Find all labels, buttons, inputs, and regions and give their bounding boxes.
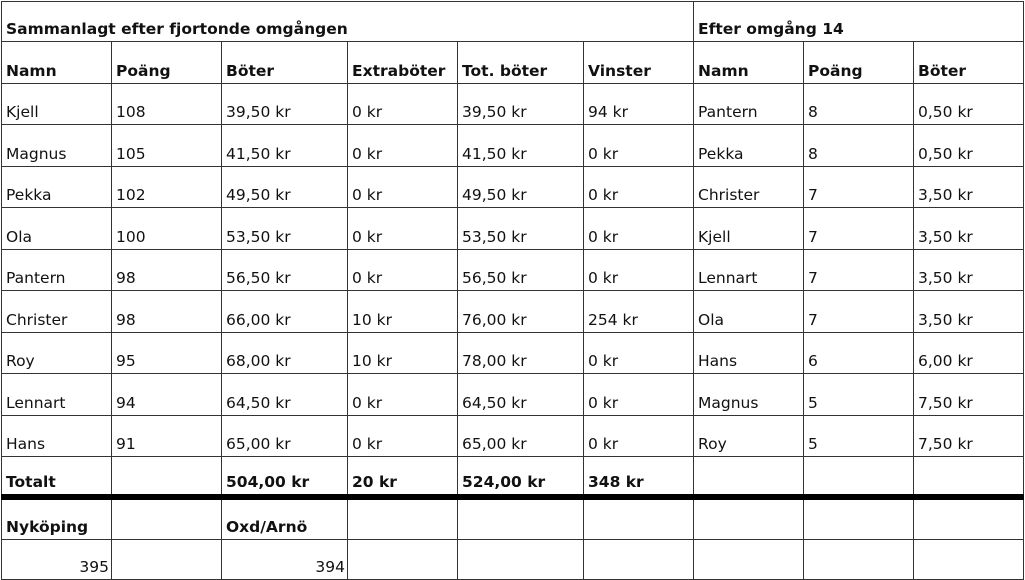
overall-cell-namn[interactable]: Ola [2,208,112,250]
round-cell-boter[interactable]: 3,50 kr [914,249,1024,291]
team-score-oxd-arno[interactable]: 394 [222,540,348,580]
totals-cell-vinster[interactable]: 348 kr [584,457,694,498]
overall-cell-tot-boter[interactable]: 64,50 kr [458,374,584,416]
team-scores-row [2,540,1024,580]
header-row [2,42,1024,84]
round-cell-boter[interactable]: 3,50 kr [914,166,1024,208]
score-table [1,1,1024,580]
overall-title[interactable]: Sammanlagt efter fjortonde omgången [2,2,694,42]
table-row [2,374,1024,416]
table-row [2,83,1024,125]
empty-cell[interactable] [348,497,458,540]
round-header-boter[interactable]: Böter [914,42,1024,84]
overall-cell-namn[interactable]: Pekka [2,166,112,208]
round-cell-namn[interactable]: Hans [694,332,804,374]
overall-cell-poang[interactable]: 108 [112,83,222,125]
overall-cell-poang[interactable]: 95 [112,332,222,374]
overall-cell-vinster[interactable]: 0 kr [584,332,694,374]
overall-cell-boter[interactable]: 49,50 kr [222,166,348,208]
totals-row [2,457,1024,498]
overall-cell-poang[interactable]: 98 [112,291,222,333]
empty-cell[interactable] [914,540,1024,580]
round-cell-boter[interactable]: 3,50 kr [914,291,1024,333]
overall-cell-namn[interactable]: Hans [2,415,112,457]
round-cell-poang[interactable]: 8 [804,83,914,125]
overall-cell-vinster[interactable]: 0 kr [584,249,694,291]
overall-cell-poang[interactable]: 91 [112,415,222,457]
round-cell-boter[interactable]: 6,00 kr [914,332,1024,374]
round-cell-poang[interactable]: 5 [804,415,914,457]
totals-cell-namn[interactable]: Totalt [2,457,112,498]
overall-header-namn[interactable]: Namn [2,42,112,84]
round-title[interactable]: Efter omgång 14 [694,2,1024,42]
overall-cell-vinster[interactable]: 0 kr [584,374,694,416]
overall-cell-extraboter[interactable]: 0 kr [348,415,458,457]
empty-cell[interactable] [914,497,1024,540]
table-row [2,332,1024,374]
round-cell-namn[interactable]: Ola [694,291,804,333]
totals-cell-boter[interactable]: 504,00 kr [222,457,348,498]
overall-cell-vinster[interactable]: 254 kr [584,291,694,333]
overall-cell-namn[interactable]: Lennart [2,374,112,416]
table-row [2,249,1024,291]
overall-cell-poang[interactable]: 100 [112,208,222,250]
round-cell-boter[interactable]: 0,50 kr [914,83,1024,125]
overall-cell-boter[interactable]: 64,50 kr [222,374,348,416]
empty-cell[interactable] [348,540,458,580]
overall-cell-boter[interactable]: 39,50 kr [222,83,348,125]
round-cell-poang[interactable]: 8 [804,125,914,167]
round-cell-namn[interactable]: Magnus [694,374,804,416]
empty-cell[interactable] [584,497,694,540]
round-cell-namn[interactable]: Lennart [694,249,804,291]
overall-cell-vinster[interactable]: 0 kr [584,415,694,457]
empty-cell[interactable] [694,497,804,540]
overall-cell-extraboter[interactable]: 0 kr [348,125,458,167]
overall-header-boter[interactable]: Böter [222,42,348,84]
overall-cell-namn[interactable]: Christer [2,291,112,333]
empty-cell[interactable] [694,457,804,498]
overall-cell-vinster[interactable]: 0 kr [584,208,694,250]
empty-cell[interactable] [804,540,914,580]
round-cell-poang[interactable]: 7 [804,166,914,208]
overall-cell-extraboter[interactable]: 0 kr [348,208,458,250]
overall-cell-tot-boter[interactable]: 76,00 kr [458,291,584,333]
empty-cell[interactable] [584,540,694,580]
overall-cell-extraboter[interactable]: 10 kr [348,332,458,374]
overall-cell-tot-boter[interactable]: 53,50 kr [458,208,584,250]
team-name-nykoping[interactable]: Nyköping [2,497,112,540]
title-row [2,2,1024,42]
table-row [2,291,1024,333]
round-cell-namn[interactable]: Roy [694,415,804,457]
round-cell-namn[interactable]: Christer [694,166,804,208]
team-name-oxd-arno[interactable]: Oxd/Arnö [222,497,348,540]
empty-cell[interactable] [112,497,222,540]
round-cell-boter[interactable]: 7,50 kr [914,415,1024,457]
overall-header-tot-boter[interactable]: Tot. böter [458,42,584,84]
overall-cell-extraboter[interactable]: 0 kr [348,249,458,291]
overall-cell-boter[interactable]: 66,00 kr [222,291,348,333]
round-cell-namn[interactable]: Pekka [694,125,804,167]
table-row [2,125,1024,167]
round-cell-poang[interactable]: 7 [804,291,914,333]
team-score-nykoping[interactable]: 395 [2,540,112,580]
empty-cell[interactable] [458,497,584,540]
round-cell-boter[interactable]: 3,50 kr [914,208,1024,250]
empty-cell[interactable] [804,497,914,540]
overall-cell-extraboter[interactable]: 0 kr [348,374,458,416]
overall-cell-namn[interactable]: Kjell [2,83,112,125]
round-cell-poang[interactable]: 5 [804,374,914,416]
round-cell-namn[interactable]: Pantern [694,83,804,125]
round-cell-namn[interactable]: Kjell [694,208,804,250]
overall-header-vinster[interactable]: Vinster [584,42,694,84]
round-header-namn[interactable]: Namn [694,42,804,84]
overall-cell-poang[interactable]: 94 [112,374,222,416]
overall-cell-tot-boter[interactable]: 78,00 kr [458,332,584,374]
overall-cell-tot-boter[interactable]: 65,00 kr [458,415,584,457]
empty-cell[interactable] [694,540,804,580]
empty-cell[interactable] [804,457,914,498]
overall-cell-extraboter[interactable]: 0 kr [348,166,458,208]
round-header-poang[interactable]: Poäng [804,42,914,84]
round-cell-poang[interactable]: 7 [804,208,914,250]
table-row [2,415,1024,457]
overall-cell-tot-boter[interactable]: 49,50 kr [458,166,584,208]
overall-cell-extraboter[interactable]: 10 kr [348,291,458,333]
empty-cell[interactable] [914,457,1024,498]
overall-cell-tot-boter[interactable]: 41,50 kr [458,125,584,167]
totals-cell-poang[interactable] [112,457,222,498]
overall-cell-vinster[interactable]: 0 kr [584,125,694,167]
overall-cell-boter[interactable]: 53,50 kr [222,208,348,250]
overall-cell-vinster[interactable]: 0 kr [584,166,694,208]
round-cell-poang[interactable]: 7 [804,249,914,291]
overall-cell-namn[interactable]: Magnus [2,125,112,167]
overall-cell-extraboter[interactable]: 0 kr [348,83,458,125]
overall-cell-namn[interactable]: Roy [2,332,112,374]
table-row [2,166,1024,208]
overall-cell-boter[interactable]: 56,50 kr [222,249,348,291]
overall-cell-boter[interactable]: 65,00 kr [222,415,348,457]
overall-cell-tot-boter[interactable]: 56,50 kr [458,249,584,291]
overall-cell-poang[interactable]: 105 [112,125,222,167]
overall-cell-poang[interactable]: 102 [112,166,222,208]
overall-header-poang[interactable]: Poäng [112,42,222,84]
empty-cell[interactable] [458,540,584,580]
overall-cell-boter[interactable]: 41,50 kr [222,125,348,167]
overall-header-extraboter[interactable]: Extraböter [348,42,458,84]
overall-cell-boter[interactable]: 68,00 kr [222,332,348,374]
team-names-row [2,497,1024,540]
round-cell-boter[interactable]: 0,50 kr [914,125,1024,167]
round-cell-boter[interactable]: 7,50 kr [914,374,1024,416]
empty-cell[interactable] [112,540,222,580]
table-row [2,208,1024,250]
round-cell-poang[interactable]: 6 [804,332,914,374]
totals-cell-extraboter[interactable]: 20 kr [348,457,458,498]
overall-cell-tot-boter[interactable]: 39,50 kr [458,83,584,125]
totals-cell-tot-boter[interactable]: 524,00 kr [458,457,584,498]
overall-cell-poang[interactable]: 98 [112,249,222,291]
overall-cell-namn[interactable]: Pantern [2,249,112,291]
overall-cell-vinster[interactable]: 94 kr [584,83,694,125]
